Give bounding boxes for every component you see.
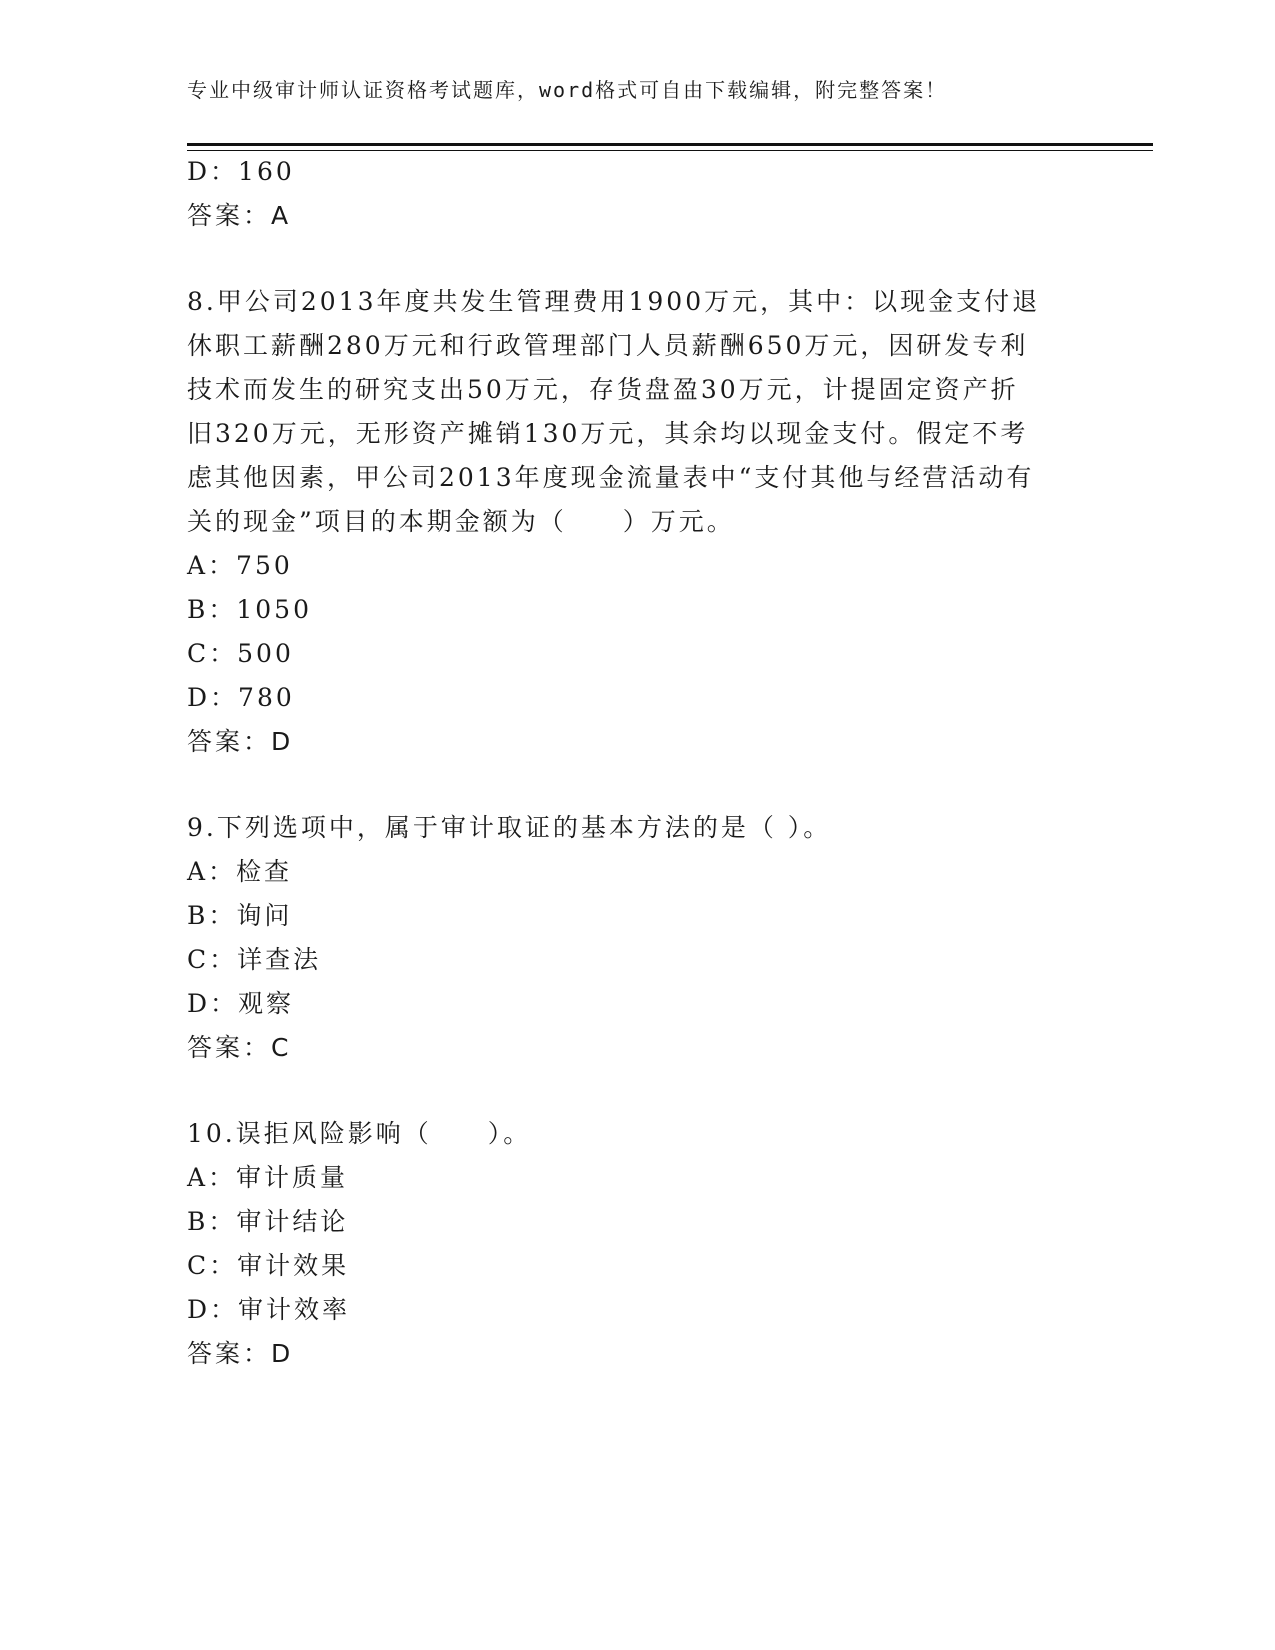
q9-answer: 答案：C — [187, 1033, 292, 1062]
q8-stem-line: 8.甲公司2013年度共发生管理费用1900万元，其中：以现金支付退 — [187, 287, 1041, 316]
q10-option-b: B：审计结论 — [187, 1207, 349, 1236]
q10-option-d: D：审计效率 — [187, 1295, 351, 1324]
q9-option-c: C：详查法 — [187, 945, 322, 974]
q10-answer: 答案：D — [187, 1339, 294, 1368]
q10-option-a: A：审计质量 — [187, 1163, 349, 1192]
q9-stem: 9.下列选项中，属于审计取证的基本方法的是（ ）。 — [187, 813, 832, 842]
q8-stem-line: 关的现金”项目的本期金额为（ ）万元。 — [187, 507, 735, 536]
q8-option-c: C：500 — [187, 639, 294, 668]
q9-option-b: B：询问 — [187, 901, 293, 930]
prev-answer: 答案：A — [187, 201, 292, 230]
q8-stem-line: 虑其他因素，甲公司2013年度现金流量表中“支付其他与经营活动有 — [187, 463, 1035, 492]
q8-answer: 答案：D — [187, 727, 294, 756]
q8-stem-line: 旧320万元，无形资产摊销130万元，其余均以现金支付。假定不考 — [187, 419, 1029, 448]
q8-stem-line: 技术而发生的研究支出50万元，存货盘盈30万元，计提固定资产折 — [187, 375, 1019, 404]
prev-option-d: D：160 — [187, 157, 295, 186]
header-divider-thin — [187, 150, 1153, 151]
q8-option-a: A：750 — [187, 551, 293, 580]
q8-option-d: D：780 — [187, 683, 295, 712]
q9-option-d: D：观察 — [187, 989, 295, 1018]
q8-stem-line: 休职工薪酬280万元和行政管理部门人员薪酬650万元，因研发专利 — [187, 331, 1029, 360]
q8-option-b: B：1050 — [187, 595, 312, 624]
page-header: 专业中级审计师认证资格考试题库，word格式可自由下载编辑，附完整答案！ — [187, 78, 948, 102]
q9-option-a: A：检查 — [187, 857, 293, 886]
header-divider-thick — [187, 143, 1153, 146]
q10-option-c: C：审计效果 — [187, 1251, 350, 1280]
q10-stem: 10.误拒风险影响（ ）。 — [187, 1119, 532, 1148]
